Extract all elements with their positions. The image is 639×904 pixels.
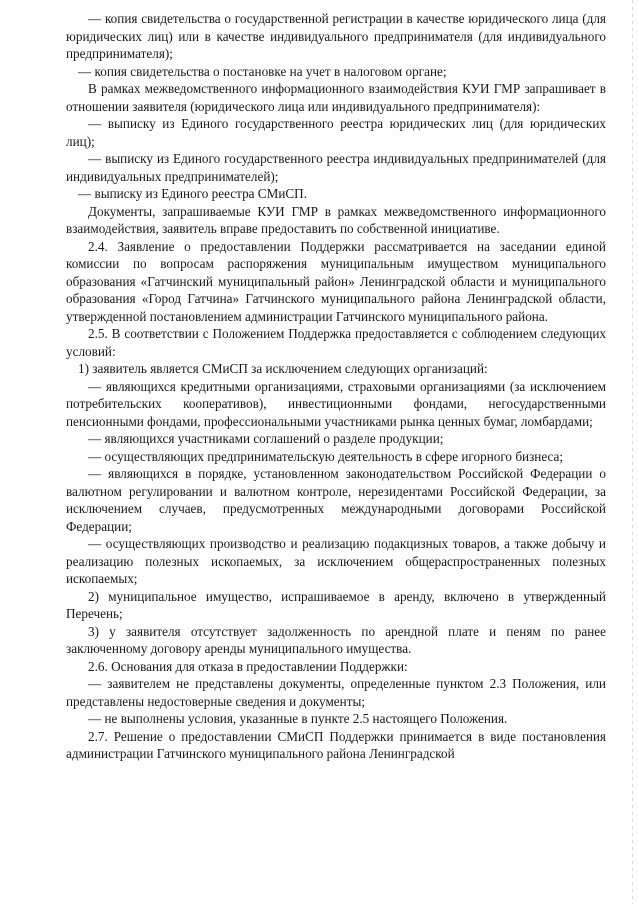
paragraph: Документы, запрашиваемые КУИ ГМР в рамках межведомственного информационного взаимодействия, заявитель вправе предоставить по собственной инициативе. [66,203,606,236]
paragraph: 2) муниципальное имущество, испрашиваемое в аренду, включено в утвержденный Перечень; [66,588,606,621]
paragraph: — выписку из Единого реестра СМиСП. [78,186,308,201]
paragraph: — копия свидетельства о государственной регистрации в качестве юридического лица (для юридических лиц) или в качестве индивидуального предпринимателя (для индивидуального предпринимателя); [66,11,606,61]
paragraph: 3) у заявителя отсутствует задолженность по арендной плате и пеням по ранее заключенному договору аренды муниципального имущества. [66,623,606,656]
paragraph: — выписку из Единого государственного реестра юридических лиц (для юридических лиц); [66,116,606,149]
paragraph: — осуществляющих предпринимательскую деятельность в сфере игорного бизнеса; [88,448,564,464]
paragraph: — являющихся участниками соглашений о разделе продукции; [88,431,444,446]
paragraph: — заявителем не представлены документы, определенные пунктом 2.3 Положения, или представлены недостоверные сведения и документы; [66,676,606,709]
paragraph: — не выполнены условия, указанные в пункте 2.5 настоящего Положения. [88,711,508,726]
paragraph: — копия свидетельства о постановке на учет в налоговом органе; [78,63,447,79]
paragraph: — являющихся в порядке, установленном законодательством Российской Федерации о валютном регулировании и валютном контроле, нерезидентами Российской Федерации, за исключением случаев, предусмотренных международными договорами Российской Федерации; [66,466,606,534]
paragraph: 2.6. Основания для отказа в предоставлении Поддержки: [88,658,408,674]
paragraph: — осуществляющих производство и реализацию подакцизных товаров, а также добычу и реализацию полезных ископаемых, за исключением общераспространенных полезных ископаемых; [66,536,606,586]
scan-edge-divider [632,0,633,904]
paragraph: 2.5. В соответствии с Положением Поддержка предоставляется с соблюдением следующих условий: [66,326,606,359]
paragraph: 1) заявитель является СМиСП за исключением следующих организаций: [78,361,488,376]
paragraph: В рамках межведомственного информационного взаимодействия КУИ ГМР запрашивает в отношении заявителя (юридического лица или индивидуального предпринимателя): [66,81,606,114]
paragraph: — являющихся кредитными организациями, страховыми организациями (за исключением потребительских кооперативов), инвестиционными фондами, негосударственными пенсионными фондами, профессиональными участниками рынка ценных бумаг, ломбардами; [66,378,606,429]
paragraph: 2.4. Заявление о предоставлении Поддержки рассматривается на заседании единой комиссии по вопросам распоряжения муниципальным имуществом муниципального образования «Гатчинский муниципальный район» Ленинградской области и муниципального образования «Город Гатчина» Гатчинского муниципального района Ленинградской области, утвержденной постановлением администрации Гатчинского муниципального района. [66,238,606,324]
paragraph: — выписку из Единого государственного реестра индивидуальных предпринимателей (для индивидуальных предпринимателей); [66,151,606,184]
paragraph: 2.7. Решение о предоставлении СМиСП Поддержки принимается в виде постановления администрации Гатчинского муниципального района Ленинградской [66,728,606,761]
document-body [66,10,606,763]
